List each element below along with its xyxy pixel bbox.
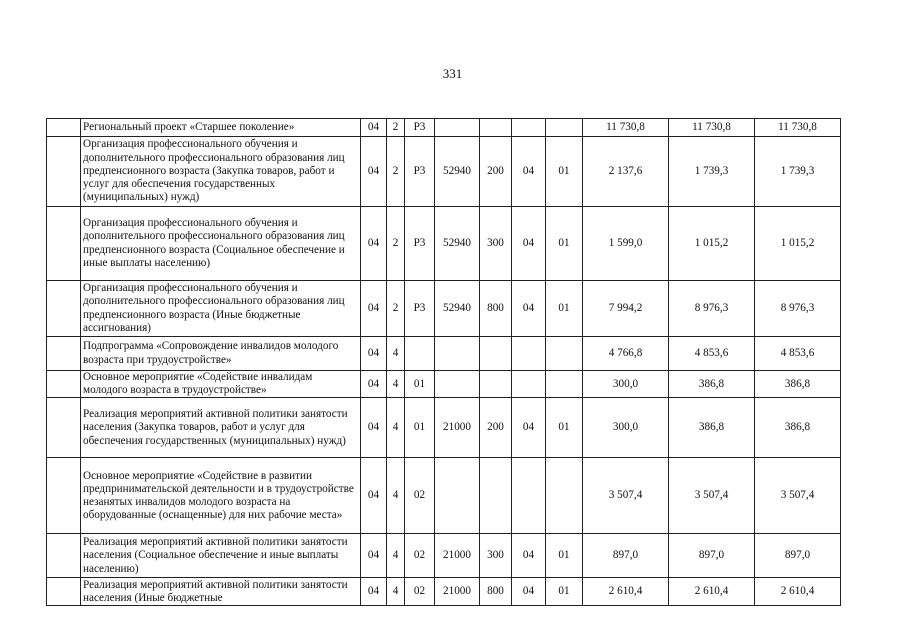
amount-cell: 2 610,4: [583, 578, 669, 606]
page-number: 331: [442, 66, 463, 81]
code-cell: 52940: [435, 281, 480, 337]
row-margin-cell: [47, 534, 81, 578]
table-row: [47, 458, 841, 534]
code-cell: 300: [480, 207, 512, 281]
row-name-cell: Основное мероприятие «Содействие инвалидам молодого возраста в трудоустройстве»: [81, 371, 361, 398]
amount-cell: 300,0: [583, 398, 669, 458]
code-cell: 4: [387, 371, 405, 398]
row-name-cell: Организация профессионального обучения и дополнительного профессионального образования лиц предпенсионного возраста (Социальное обеспечение и иные выплаты населению): [81, 207, 361, 281]
code-cell: [480, 458, 512, 534]
code-cell: [512, 371, 546, 398]
code-cell: 02: [405, 578, 435, 606]
code-cell: Р3: [405, 207, 435, 281]
code-cell: 4: [387, 337, 405, 371]
amount-cell: 4 853,6: [669, 337, 755, 371]
amount-cell: 1 739,3: [669, 137, 755, 207]
code-cell: 04: [361, 534, 387, 578]
code-cell: 04: [361, 207, 387, 281]
code-cell: 04: [361, 398, 387, 458]
amount-cell: 386,8: [755, 398, 841, 458]
row-name-cell: Региональный проект «Старшее поколение»: [81, 119, 361, 137]
amount-cell: 4 766,8: [583, 337, 669, 371]
row-name-cell: Реализация мероприятий активной политики занятости населения (Закупка товаров, работ и услуг для обеспечения государственных (муниципальных) нужд): [81, 398, 361, 458]
table-row: [47, 119, 841, 137]
row-margin-cell: [47, 578, 81, 606]
amount-cell: 1 599,0: [583, 207, 669, 281]
code-cell: 04: [361, 458, 387, 534]
code-cell: 01: [405, 371, 435, 398]
amount-cell: 897,0: [583, 534, 669, 578]
code-cell: [546, 458, 583, 534]
table-row: [47, 371, 841, 398]
code-cell: [435, 458, 480, 534]
code-cell: 01: [546, 534, 583, 578]
row-margin-cell: [47, 458, 81, 534]
row-name-cell: Организация профессионального обучения и дополнительного профессионального образования лиц предпенсионного возраста (Закупка товаров, работ и услуг для обеспечения государственных (муниципальных) нужд): [81, 137, 361, 207]
code-cell: 4: [387, 534, 405, 578]
amount-cell: 11 730,8: [669, 119, 755, 137]
amount-cell: 11 730,8: [583, 119, 669, 137]
amount-cell: 1 015,2: [669, 207, 755, 281]
code-cell: 2: [387, 281, 405, 337]
code-cell: Р3: [405, 119, 435, 137]
row-margin-cell: [47, 119, 81, 137]
row-name-cell: Основное мероприятие «Содействие в развитии предпринимательской деятельности и в трудоустройстве незанятых инвалидов молодого возраста на оборудованные (оснащенные) для них рабочие места»: [81, 458, 361, 534]
code-cell: 04: [512, 207, 546, 281]
table-row: [47, 398, 841, 458]
code-cell: 21000: [435, 534, 480, 578]
code-cell: 2: [387, 137, 405, 207]
amount-cell: 897,0: [669, 534, 755, 578]
code-cell: 04: [512, 578, 546, 606]
row-margin-cell: [47, 137, 81, 207]
code-cell: 200: [480, 398, 512, 458]
code-cell: 21000: [435, 578, 480, 606]
row-name-cell: Реализация мероприятий активной политики занятости населения (Социальное обеспечение и иные выплаты населению): [81, 534, 361, 578]
row-margin-cell: [47, 207, 81, 281]
row-margin-cell: [47, 398, 81, 458]
code-cell: 01: [546, 398, 583, 458]
code-cell: 04: [512, 281, 546, 337]
amount-cell: 386,8: [669, 398, 755, 458]
code-cell: [435, 119, 480, 137]
code-cell: 52940: [435, 137, 480, 207]
code-cell: 04: [361, 281, 387, 337]
amount-cell: 11 730,8: [755, 119, 841, 137]
amount-cell: 2 137,6: [583, 137, 669, 207]
amount-cell: 386,8: [669, 371, 755, 398]
code-cell: 01: [546, 137, 583, 207]
code-cell: Р3: [405, 281, 435, 337]
code-cell: 4: [387, 458, 405, 534]
amount-cell: 386,8: [755, 371, 841, 398]
code-cell: 800: [480, 281, 512, 337]
code-cell: 2: [387, 207, 405, 281]
code-cell: 52940: [435, 207, 480, 281]
budget-table: [46, 118, 841, 606]
code-cell: 01: [405, 398, 435, 458]
table-row: [47, 534, 841, 578]
code-cell: 04: [361, 137, 387, 207]
code-cell: 04: [512, 534, 546, 578]
code-cell: [512, 458, 546, 534]
table-row: [47, 281, 841, 337]
code-cell: [435, 337, 480, 371]
code-cell: 04: [512, 398, 546, 458]
code-cell: 04: [361, 578, 387, 606]
code-cell: 04: [361, 371, 387, 398]
code-cell: [405, 337, 435, 371]
amount-cell: 1 015,2: [755, 207, 841, 281]
amount-cell: 3 507,4: [755, 458, 841, 534]
row-margin-cell: [47, 371, 81, 398]
code-cell: [546, 119, 583, 137]
amount-cell: 897,0: [755, 534, 841, 578]
code-cell: 04: [361, 119, 387, 137]
row-margin-cell: [47, 281, 81, 337]
code-cell: 01: [546, 281, 583, 337]
code-cell: [480, 119, 512, 137]
table-row: [47, 207, 841, 281]
code-cell: 04: [512, 137, 546, 207]
code-cell: 200: [480, 137, 512, 207]
amount-cell: 3 507,4: [669, 458, 755, 534]
table-row: [47, 578, 841, 606]
code-cell: [546, 371, 583, 398]
amount-cell: 2 610,4: [755, 578, 841, 606]
code-cell: [546, 337, 583, 371]
table-row: [47, 137, 841, 207]
row-name-cell: Организация профессионального обучения и дополнительного профессионального образования лиц предпенсионного возраста (Иные бюджетные ассигнования): [81, 281, 361, 337]
amount-cell: 7 994,2: [583, 281, 669, 337]
code-cell: 21000: [435, 398, 480, 458]
code-cell: [512, 119, 546, 137]
amount-cell: 8 976,3: [755, 281, 841, 337]
amount-cell: 8 976,3: [669, 281, 755, 337]
amount-cell: 2 610,4: [669, 578, 755, 606]
code-cell: 800: [480, 578, 512, 606]
code-cell: [480, 337, 512, 371]
table-row: [47, 337, 841, 371]
code-cell: [512, 337, 546, 371]
code-cell: [480, 371, 512, 398]
amount-cell: 1 739,3: [755, 137, 841, 207]
row-margin-cell: [47, 337, 81, 371]
code-cell: 4: [387, 578, 405, 606]
code-cell: 4: [387, 398, 405, 458]
code-cell: 01: [546, 578, 583, 606]
amount-cell: 3 507,4: [583, 458, 669, 534]
code-cell: Р3: [405, 137, 435, 207]
amount-cell: 300,0: [583, 371, 669, 398]
code-cell: 01: [546, 207, 583, 281]
code-cell: 04: [361, 337, 387, 371]
code-cell: 02: [405, 458, 435, 534]
code-cell: 2: [387, 119, 405, 137]
amount-cell: 4 853,6: [755, 337, 841, 371]
row-name-cell: Реализация мероприятий активной политики занятости населения (Иные бюджетные: [81, 578, 361, 606]
code-cell: 300: [480, 534, 512, 578]
code-cell: [435, 371, 480, 398]
row-name-cell: Подпрограмма «Сопровождение инвалидов молодого возраста при трудоустройстве»: [81, 337, 361, 371]
code-cell: 02: [405, 534, 435, 578]
